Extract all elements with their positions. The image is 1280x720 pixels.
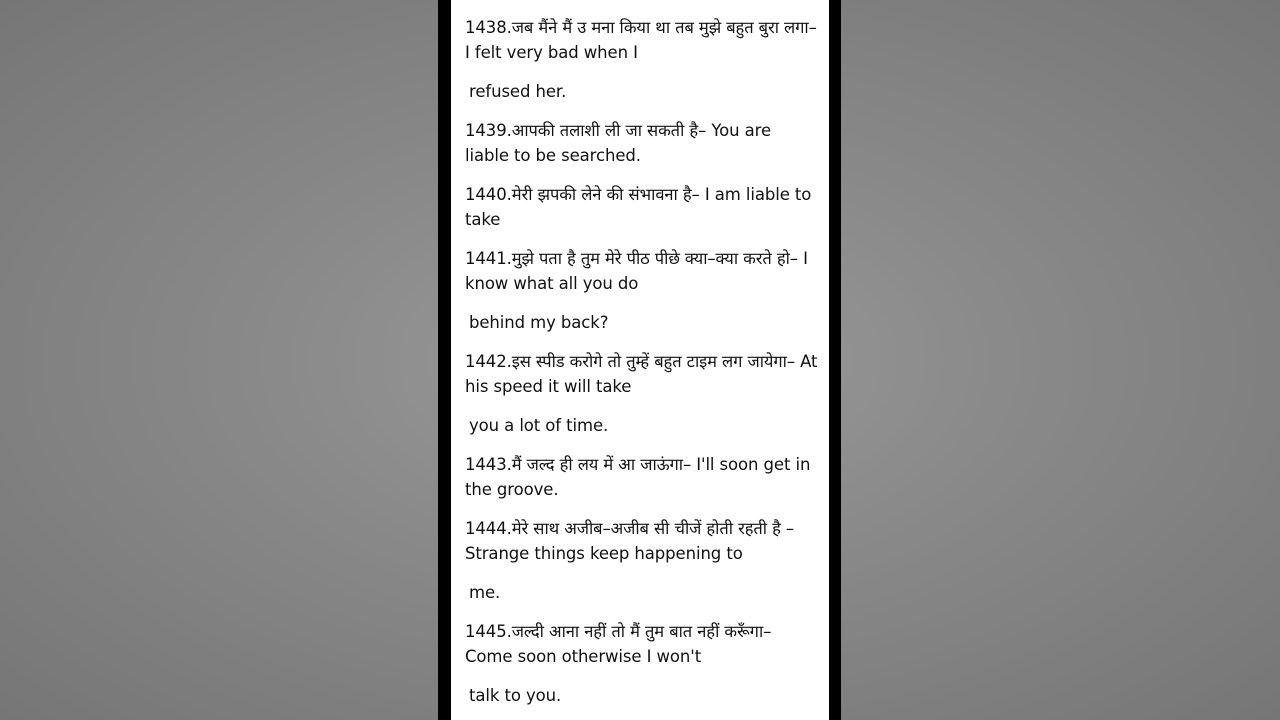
entry-1442: 1442.इस स्पीड करोगे तो तुम्हें बहुत टाइम लग जायेगा– At his speed it will take xyxy=(465,352,818,396)
entry-1441-continuation: behind my back? xyxy=(469,313,609,332)
entry-1438-continuation: refused her. xyxy=(469,82,567,101)
entry-1445-continuation: talk to you. xyxy=(469,686,562,705)
entry-1444: 1444.मेरे साथ अजीब–अजीब सी चीजें होती रहती है – Strange things keep happening to xyxy=(465,519,795,563)
entry-1442-continuation: you a lot of time. xyxy=(469,416,609,435)
truncated-previous-line xyxy=(465,0,819,1)
document-page[interactable] xyxy=(451,0,829,720)
entry-1445: 1445.जल्दी आना नहीं तो मैं तुम बात नहीं करूँगा– Come soon otherwise I won't xyxy=(465,622,772,666)
entry-1441: 1441.मुझे पता है तुम मेरे पीठ पीछे क्या–क्या करते हो– I know what all you do xyxy=(465,249,808,293)
entry-1439: 1439.आपकी तलाशी ली जा सकती है– You are liable to be searched. xyxy=(465,121,772,165)
entry-1443: 1443.मैं जल्द ही लय में आ जाऊंगा– I'll soon get in the groove. xyxy=(465,455,811,499)
entry-1440: 1440.मेरी झपकी लेने की संभावना है– I am liable to take xyxy=(465,185,812,229)
document-content xyxy=(465,0,819,720)
entry-1438: 1438.जब मैंने मैं उ मना किया था तब मुझे बहुत बुरा लगा– I felt very bad when I xyxy=(465,18,817,62)
entry-1444-continuation: me. xyxy=(469,583,501,602)
